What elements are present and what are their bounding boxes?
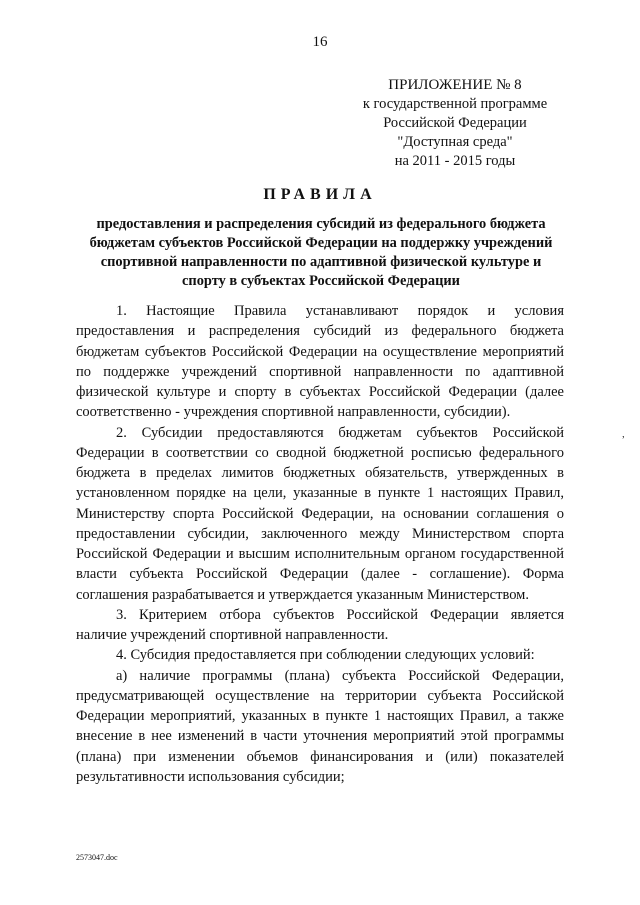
document-body: [76, 301, 564, 787]
appendix-line: Российской Федерации: [383, 115, 527, 131]
scan-mark: ,: [622, 428, 625, 440]
page-number: 16: [312, 34, 328, 50]
appendix-line: "Доступная среда": [397, 134, 513, 150]
appendix-line: на 2011 - 2015 годы: [394, 153, 516, 169]
appendix-block: [340, 76, 570, 171]
document-subtitle: предоставления и распределения субсидий из федерального бюджета бюджетам субъектов Российской Федерации на поддержку учреждений спортивной направленности по адаптивной физической культуре и спорту в субъектах Российской Федерации: [89, 216, 553, 289]
appendix-title: ПРИЛОЖЕНИЕ № 8: [388, 77, 522, 93]
paragraph: 2. Субсидии предоставляются бюджетам субъектов Российской Федерации в соответствии со сводной бюджетной росписью федерального бюджета в пределах лимитов бюджетных обязательств, утвержденных в установленном порядке на цели, указанные в пункте 1 настоящих Правил, Министерству спорта Российской Федерации, на основании соглашения о предоставлении субсидии, заключенного между Министерством спорта Российской Федерации и высшим исполнительным органом государственной власти субъекта Российской Федерации (далее - соглашение). Форма соглашения разрабатывается и утверждается указанным Министерством.: [76, 424, 564, 603]
paragraph: 4. Субсидия предоставляется при соблюдении следующих условий:: [116, 647, 535, 664]
paragraph: 1. Настоящие Правила устанавливают порядок и условия предоставления и распределения субсидий из федерального бюджета бюджетам субъектов Российской Федерации на осуществление мероприятий по поддержке учреждений спортивной направленности по адаптивной физической культуре и спорту в субъектах Российской Федерации (далее соответственно - учреждения спортивной направленности, субсидии).: [76, 303, 564, 421]
document-title: ПРАВИЛА: [263, 186, 377, 203]
paragraph: а) наличие программы (плана) субъекта Российской Федерации, предусматривающей осуществление на территории субъекта Российской Федерации мероприятий, указанных в пункте 1 настоящих Правил, а также внесение в нее изменений в части уточнения мероприятий этой программы (плана) при изменении объемов финансирования и (или) показателей результативности использования субсидии;: [76, 667, 564, 785]
appendix-line: к государственной программе: [362, 96, 548, 112]
paragraph: 3. Критерием отбора субъектов Российской Федерации является наличие учреждений спортивной направленности.: [76, 606, 564, 643]
footer-filename: 2573047.doc: [76, 853, 118, 862]
